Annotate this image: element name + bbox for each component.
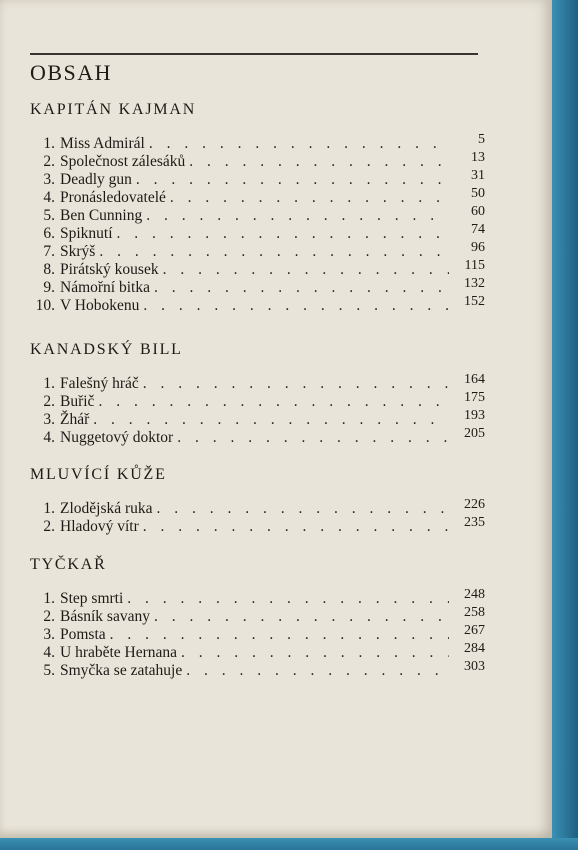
toc-entry: [30, 372, 485, 393]
toc-leader-dots: [186, 662, 449, 680]
toc-leader-dots: [177, 429, 449, 447]
toc-entry-page: 226: [464, 497, 485, 512]
toc-entry-page: 5: [478, 132, 485, 147]
toc-entry: [30, 587, 485, 608]
toc-entry-page: 96: [471, 240, 485, 255]
book-cover-edge-right: [552, 0, 578, 850]
toc-entry-page: 235: [464, 515, 485, 530]
toc-entry-number: 7.: [43, 243, 55, 260]
section-heading-tyckar: TYČKAŘ: [30, 556, 107, 573]
toc-entry-page: 74: [471, 222, 485, 237]
toc-leader-dots: [149, 135, 449, 153]
toc-entry: [30, 240, 485, 261]
toc-entry-page: 152: [464, 294, 485, 309]
toc-entry-title: Deadly gun: [60, 171, 132, 188]
toc-leader-dots: [99, 243, 449, 261]
toc-entry: [30, 605, 485, 626]
toc-entry: [30, 659, 485, 680]
toc-entry-number: 6.: [43, 225, 55, 242]
toc-entry-page: 193: [464, 408, 485, 423]
toc-entry: [30, 426, 485, 447]
toc-leader-dots: [189, 153, 449, 171]
toc-entry-title: Společnost zálesáků: [60, 153, 186, 170]
book-cover-edge-bottom: [0, 838, 578, 850]
toc-entry: [30, 408, 485, 429]
toc-entry-title: Pomsta: [60, 626, 106, 643]
toc-leader-dots: [157, 500, 449, 518]
toc-entry: [30, 204, 485, 225]
toc-entry-number: 5.: [43, 207, 55, 224]
toc-entry-title: Miss Admirál: [60, 135, 145, 152]
toc-entry: [30, 515, 485, 536]
toc-list-tyckar: [30, 587, 485, 680]
toc-entry-page: 284: [464, 641, 485, 656]
toc-entry: [30, 168, 485, 189]
toc-entry-number: 10.: [35, 297, 55, 314]
toc-entry-number: 2.: [43, 153, 55, 170]
toc-entry-title: Spiknutí: [60, 225, 113, 242]
toc-leader-dots: [93, 411, 449, 429]
toc-entry-page: 115: [464, 258, 485, 273]
toc-entry-page: 205: [464, 426, 485, 441]
toc-entry-title: Nuggetový doktor: [60, 429, 174, 446]
toc-list-kanadsky-bill: [30, 372, 485, 447]
toc-entry-number: 3.: [43, 626, 55, 643]
toc-leader-dots: [136, 171, 449, 189]
toc-entry-number: 4.: [43, 429, 55, 446]
toc-entry: [30, 132, 485, 153]
toc-entry: [30, 294, 485, 315]
toc-entry-title: Skrýš: [60, 243, 96, 260]
toc-entry-page: 303: [464, 659, 485, 674]
toc-entry-title: U hraběte Hernana: [60, 644, 178, 661]
toc-entry-page: 31: [471, 168, 485, 183]
toc-entry-title: Hladový vítr: [60, 518, 139, 535]
toc-entry-title: Námořní bitka: [60, 279, 150, 296]
toc-leader-dots: [154, 279, 449, 297]
toc-entry-number: 4.: [43, 644, 55, 661]
toc-leader-dots: [146, 207, 449, 225]
toc-leader-dots: [181, 644, 449, 662]
toc-leader-dots: [143, 297, 449, 315]
toc-entry-title: Žhář: [60, 411, 90, 428]
toc-entry-page: 258: [464, 605, 485, 620]
toc-entry: [30, 276, 485, 297]
toc-leader-dots: [117, 225, 449, 243]
toc-leader-dots: [143, 518, 449, 536]
toc-entry-title: Falešný hráč: [60, 375, 139, 392]
toc-entry-number: 3.: [43, 411, 55, 428]
toc-entry-number: 1.: [43, 375, 55, 392]
toc-entry: [30, 222, 485, 243]
toc-entry-title: Buřič: [60, 393, 95, 410]
section-heading-kanadsky-bill: KANADSKÝ BILL: [30, 341, 183, 358]
toc-entry: [30, 390, 485, 411]
toc-entry-title: Ben Cunning: [60, 207, 143, 224]
toc-entry-number: 2.: [43, 393, 55, 410]
toc-leader-dots: [154, 608, 449, 626]
toc-entry-title: Smyčka se zatahuje: [60, 662, 183, 679]
toc-leader-dots: [143, 375, 449, 393]
toc-entry-page: 267: [464, 623, 485, 638]
toc-entry: [30, 497, 485, 518]
toc-entry-number: 1.: [43, 590, 55, 607]
toc-leader-dots: [110, 626, 449, 644]
toc-entry-page: 60: [471, 204, 485, 219]
toc-entry-number: 9.: [43, 279, 55, 296]
page-title: OBSAH: [30, 60, 113, 85]
toc-list-kapitan-kajman: [30, 132, 485, 315]
toc-leader-dots: [98, 393, 449, 411]
toc-entry: [30, 641, 485, 662]
toc-entry: [30, 150, 485, 171]
toc-entry-page: 50: [471, 186, 485, 201]
toc-entry-page: 175: [464, 390, 485, 405]
toc-entry: [30, 258, 485, 279]
toc-entry-number: 3.: [43, 171, 55, 188]
toc-entry-title: V Hobokenu: [60, 297, 140, 314]
top-rule: [30, 53, 478, 55]
toc-entry-page: 248: [464, 587, 485, 602]
section-heading-mluvici-kuze: MLUVÍCÍ KŮŽE: [30, 466, 167, 483]
toc-entry-number: 2.: [43, 518, 55, 535]
toc-entry-page: 13: [471, 150, 485, 165]
toc-leader-dots: [170, 189, 449, 207]
toc-leader-dots: [127, 590, 449, 608]
toc-entry-title: Zlodějská ruka: [60, 500, 153, 517]
toc-entry-page: 132: [464, 276, 485, 291]
toc-list-mluvici-kuze: [30, 497, 485, 536]
toc-entry-number: 1.: [43, 500, 55, 517]
toc-entry-number: 1.: [43, 135, 55, 152]
toc-entry-number: 4.: [43, 189, 55, 206]
toc-entry: [30, 623, 485, 644]
toc-entry-number: 5.: [43, 662, 55, 679]
toc-entry: [30, 186, 485, 207]
section-heading-kapitan-kajman: KAPITÁN KAJMAN: [30, 101, 197, 118]
toc-entry-page: 164: [464, 372, 485, 387]
toc-entry-title: Step smrti: [60, 590, 124, 607]
toc-entry-title: Pronásledovatelé: [60, 189, 166, 206]
toc-entry-number: 2.: [43, 608, 55, 625]
toc-entry-number: 8.: [43, 261, 55, 278]
toc-entry-title: Básník savany: [60, 608, 150, 625]
toc-entry-title: Pirátský kousek: [60, 261, 159, 278]
toc-leader-dots: [163, 261, 449, 279]
